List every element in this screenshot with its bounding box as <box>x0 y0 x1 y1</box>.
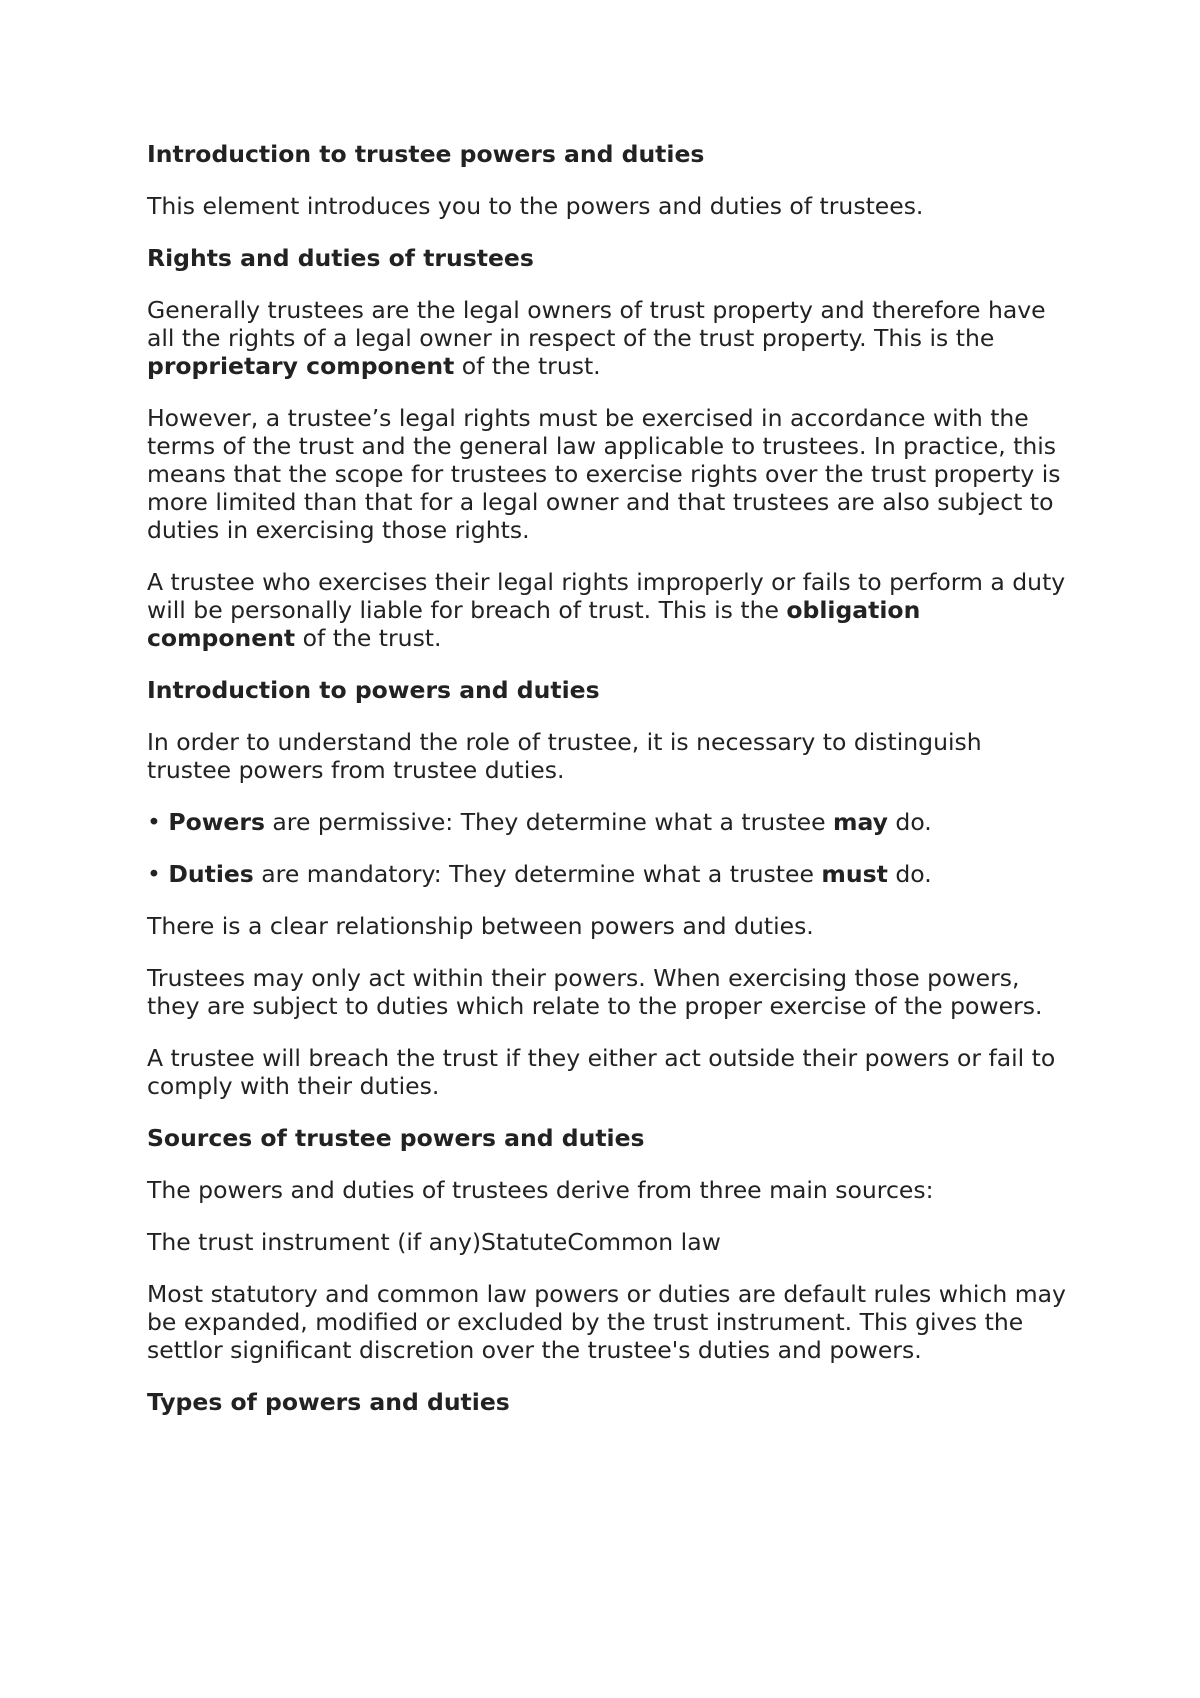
paragraph-sources-list: The trust instrument (if any)StatuteCommon law <box>147 1228 721 1256</box>
bullet-mark: • <box>147 860 169 888</box>
heading-rights-duties: Rights and duties of trustees <box>147 244 534 272</box>
bold-powers: Powers <box>168 808 265 836</box>
text-run: are mandatory: They determine what a trustee <box>253 860 822 888</box>
bold-duties: Duties <box>168 860 254 888</box>
bullet-mark: • <box>147 808 169 836</box>
text-run: do. <box>887 808 932 836</box>
heading-intro-trustee-powers: Introduction to trustee powers and duties <box>147 140 705 168</box>
paragraph-legal-owners <box>147 296 1067 380</box>
bold-proprietary-component: proprietary component <box>147 352 455 380</box>
paragraph-distinguish: In order to understand the role of trustee, it is necessary to distinguish trustee powers from trustee duties. <box>147 728 982 784</box>
text-run: Generally trustees are the legal owners of trust property and therefore have all the rights of a legal owner in respect of the trust property. This is the <box>147 296 1046 352</box>
bold-may: may <box>833 808 888 836</box>
paragraph-three-sources: The powers and duties of trustees derive from three main sources: <box>147 1176 934 1204</box>
bold-must: must <box>821 860 888 888</box>
paragraph-breach-liability <box>147 568 1067 652</box>
text-run: A trustee who exercises their legal rights improperly or fails to perform a duty will be personally liable for breach of trust. This is the <box>147 568 1066 624</box>
text-run: of the trust. <box>295 624 442 652</box>
bullet-powers <box>147 808 1067 836</box>
heading-intro-powers-duties: Introduction to powers and duties <box>147 676 600 704</box>
paragraph-default-rules: Most statutory and common law powers or duties are default rules which may be expanded, modified or excluded by the trust instrument. This gives the settlor significant discretion over the trustee's duties and powers. <box>147 1280 1066 1364</box>
paragraph-breach-trust: A trustee will breach the trust if they either act outside their powers or fail to comply with their duties. <box>147 1044 1056 1100</box>
paragraph-act-within-powers: Trustees may only act within their powers. When exercising those powers, they are subject to duties which relate to the proper exercise of the powers. <box>147 964 1043 1020</box>
text-run: are permissive: They determine what a trustee <box>264 808 833 836</box>
paragraph-relationship: There is a clear relationship between powers and duties. <box>147 912 814 940</box>
text-run: of the trust. <box>454 352 601 380</box>
heading-sources: Sources of trustee powers and duties <box>147 1124 645 1152</box>
heading-types: Types of powers and duties <box>147 1388 510 1416</box>
bold-obligation-component: obligation component <box>147 596 921 652</box>
paragraph-legal-rights: However, a trustee’s legal rights must be exercised in accordance with the terms of the trust and the general law applicable to trustees. In practice, this means that the scope for trustees to exercise rights over the trust property is more limited than that for a legal owner and that trustees are also subject to duties in exercising those rights. <box>147 404 1061 544</box>
bullet-duties <box>147 860 1067 888</box>
intro-paragraph: This element introduces you to the powers and duties of trustees. <box>147 192 924 220</box>
text-run: do. <box>887 860 932 888</box>
document-page <box>147 140 1067 1440</box>
